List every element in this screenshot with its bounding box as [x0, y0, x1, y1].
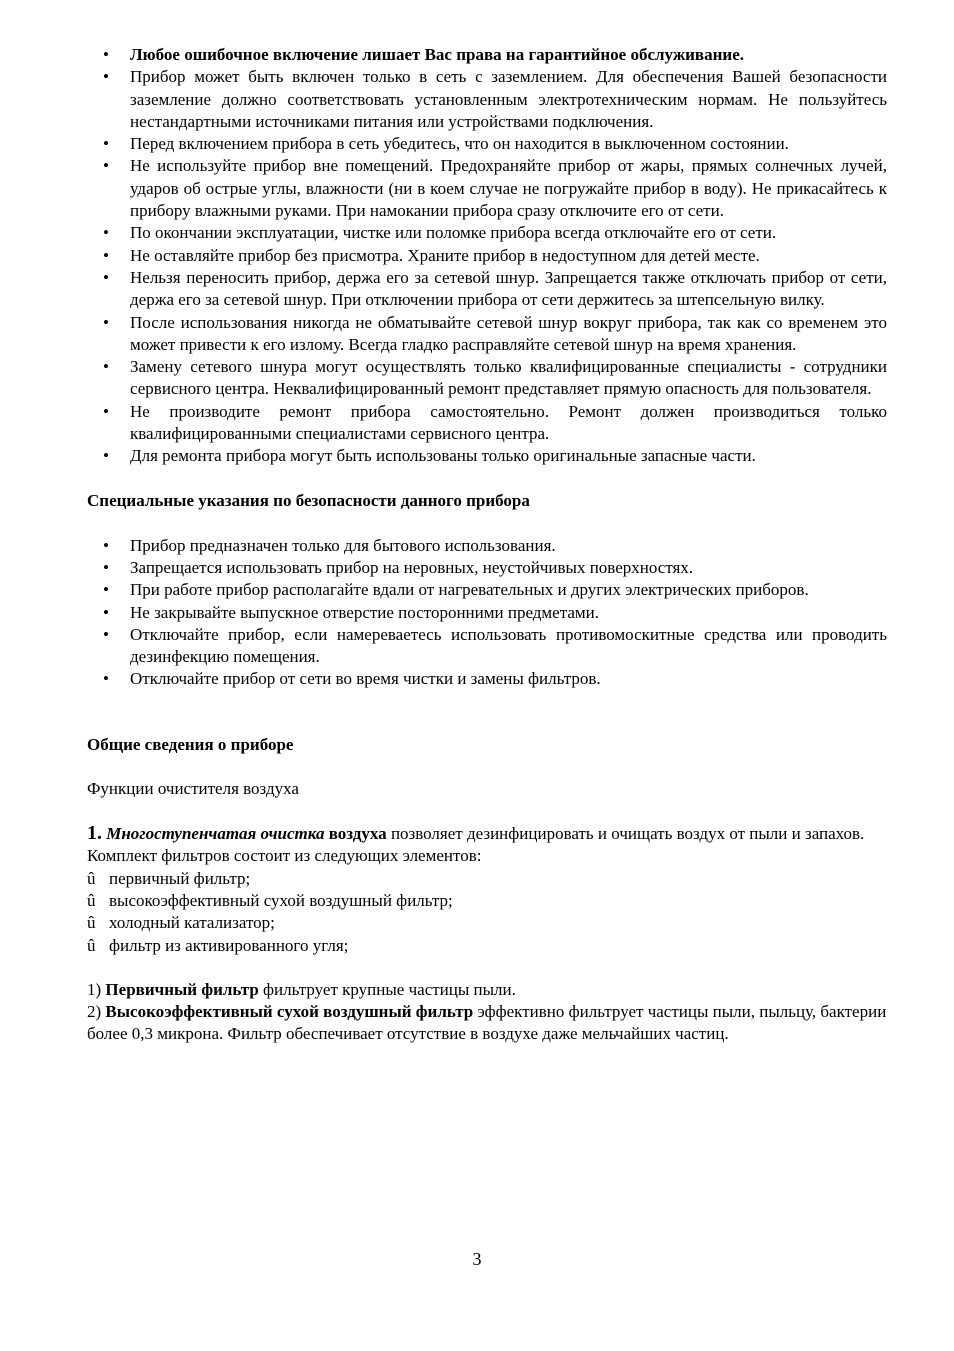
- warning-text: Замену сетевого шнура могут осуществлять только квалифицированные специалисты - сотрудники сервисного центра. Неквалифицированный ремонт представляет прямую опасность для пользователя.: [130, 357, 887, 399]
- checkmark-icon: û: [87, 890, 96, 910]
- bullet-icon: •: [103, 45, 109, 64]
- list-item: [87, 624, 887, 669]
- bullet-icon: •: [103, 267, 109, 287]
- warning-text: Не оставляйте прибор без присмотра. Храните прибор в недоступном для детей месте.: [130, 245, 760, 265]
- bullet-icon: •: [103, 602, 109, 622]
- list-item: [87, 267, 887, 312]
- warning-text: Прибор может быть включен только в сеть с заземлением. Для обеспечения Вашей безопасности заземление должно соответствовать установленным электротехническим нормам. Не пользуйтесь нестандартными источниками питания или устройствами подключения.: [130, 67, 887, 131]
- warning-text: Перед включением прибора в сеть убедитесь, что он находится в выключенном состоянии.: [130, 134, 789, 154]
- filter-item: [87, 868, 887, 890]
- list-item: [87, 66, 887, 133]
- point-text: позволяет дезинфицировать и очищать воздух от пыли и запахов. Комплект фильтров состоит из следующих элементов:: [87, 824, 865, 866]
- item-text: Отключайте прибор от сети во время чистки и замены фильтров.: [130, 669, 601, 689]
- checkmark-icon: û: [87, 913, 96, 933]
- checkmark-icon: û: [87, 868, 96, 888]
- warning-text: Любое ошибочное включение лишает Вас права на гарантийное обслуживание.: [130, 45, 745, 64]
- bullet-icon: •: [103, 535, 109, 555]
- list-item: [87, 312, 887, 357]
- warning-text: По окончании эксплуатации, чистке или поломке прибора всегда отключайте его от сети.: [130, 223, 777, 243]
- filter-text: первичный фильтр;: [109, 868, 251, 888]
- warning-text: Не используйте прибор вне помещений. Предохраняйте прибор от жары, прямых солнечных лучей, ударов об острые углы, влажности (ни в коем случае не погружайте прибор в воду). Не прикасайтесь к прибору влажными руками. При намокании прибора сразу отключите его от сети.: [130, 156, 887, 221]
- detail-title: Высокоэффективный сухой воздушный фильтр: [105, 1002, 474, 1022]
- special-instructions-list: [87, 535, 887, 691]
- list-item: [87, 445, 887, 467]
- special-instructions-heading: Специальные указания по безопасности данного прибора: [87, 490, 530, 510]
- point-bold: воздуха: [328, 824, 387, 844]
- document-page: [87, 44, 887, 1046]
- warnings-list: [87, 44, 887, 468]
- bullet-icon: •: [103, 245, 109, 265]
- item-text: Не закрывайте выпускное отверстие посторонними предметами.: [130, 602, 600, 622]
- warning-text: Нельзя переносить прибор, держа его за сетевой шнур. Запрещается также отключать прибор от сети, держа его за сетевой шнур. При отключении прибора от сети держитесь за штепсельную вилку.: [130, 267, 887, 310]
- filter-text: высокоэффективный сухой воздушный фильтр;: [109, 890, 453, 910]
- filter-list: [87, 868, 887, 957]
- filter-detail-1: [87, 979, 887, 1001]
- warning-text: Не производите ремонт прибора самостоятельно. Ремонт должен производиться только квалифицированными специалистами сервисного центра.: [130, 401, 887, 444]
- functions-subtitle: Функции очистителя воздуха: [87, 778, 299, 798]
- detail-title: Первичный фильтр: [105, 979, 259, 999]
- bullet-icon: •: [103, 312, 109, 332]
- point-1-paragraph: [87, 822, 887, 868]
- list-item: [87, 245, 887, 267]
- checkmark-icon: û: [87, 935, 96, 955]
- filter-item: [87, 935, 887, 957]
- point-italic: Многоступенчатая очистка: [106, 824, 325, 844]
- page-number: 3: [472, 1249, 482, 1269]
- bullet-icon: •: [103, 401, 109, 421]
- filter-item: [87, 890, 887, 912]
- list-item: [87, 579, 887, 601]
- general-info-heading: Общие сведения о приборе: [87, 734, 294, 754]
- bullet-icon: •: [103, 134, 109, 154]
- list-item: [87, 133, 887, 155]
- warning-text: Для ремонта прибора могут быть использованы только оригинальные запасные части.: [130, 446, 756, 466]
- bullet-icon: •: [103, 156, 109, 176]
- list-item: [87, 44, 887, 66]
- item-text: При работе прибор располагайте вдали от нагревательных и других электрических приборов.: [130, 580, 809, 600]
- bullet-icon: •: [103, 624, 109, 644]
- list-item: [87, 535, 887, 557]
- list-item: [87, 155, 887, 222]
- list-item: [87, 222, 887, 244]
- list-item: [87, 356, 887, 401]
- filter-item: [87, 912, 887, 934]
- bullet-icon: •: [103, 580, 109, 600]
- bullet-icon: •: [103, 223, 109, 243]
- detail-text: эффективно фильтрует частицы пыли, пыльцу, бактерии более 0,3 микрона. Фильтр обеспечивает отсутствие в воздухе даже мельчайших частиц.: [87, 1002, 887, 1044]
- point-number: 1.: [87, 822, 102, 845]
- filter-detail-2: [87, 1001, 887, 1046]
- item-text: Прибор предназначен только для бытового использования.: [130, 535, 556, 555]
- bullet-icon: •: [103, 357, 109, 377]
- bullet-icon: •: [103, 669, 109, 689]
- list-item: [87, 668, 887, 690]
- filter-text: холодный катализатор;: [109, 913, 275, 933]
- item-text: Запрещается использовать прибор на неровных, неустойчивых поверхностях.: [130, 557, 694, 577]
- bullet-icon: •: [103, 446, 109, 466]
- list-item: [87, 557, 887, 579]
- detail-number: 1): [87, 979, 102, 999]
- item-text: Отключайте прибор, если намереваетесь использовать противомоскитные средства или проводить дезинфекцию помещения.: [130, 624, 887, 667]
- filter-text: фильтр из активированного угля;: [109, 935, 349, 955]
- bullet-icon: •: [103, 67, 109, 87]
- detail-text: фильтрует крупные частицы пыли.: [263, 979, 516, 999]
- warning-text: После использования никогда не обматывайте сетевой шнур вокруг прибора, так как со временем это может привести к его излому. Всегда гладко расправляйте сетевой шнур на время хранения.: [130, 312, 887, 354]
- list-item: [87, 602, 887, 624]
- bullet-icon: •: [103, 557, 109, 577]
- list-item: [87, 401, 887, 446]
- detail-number: 2): [87, 1002, 102, 1022]
